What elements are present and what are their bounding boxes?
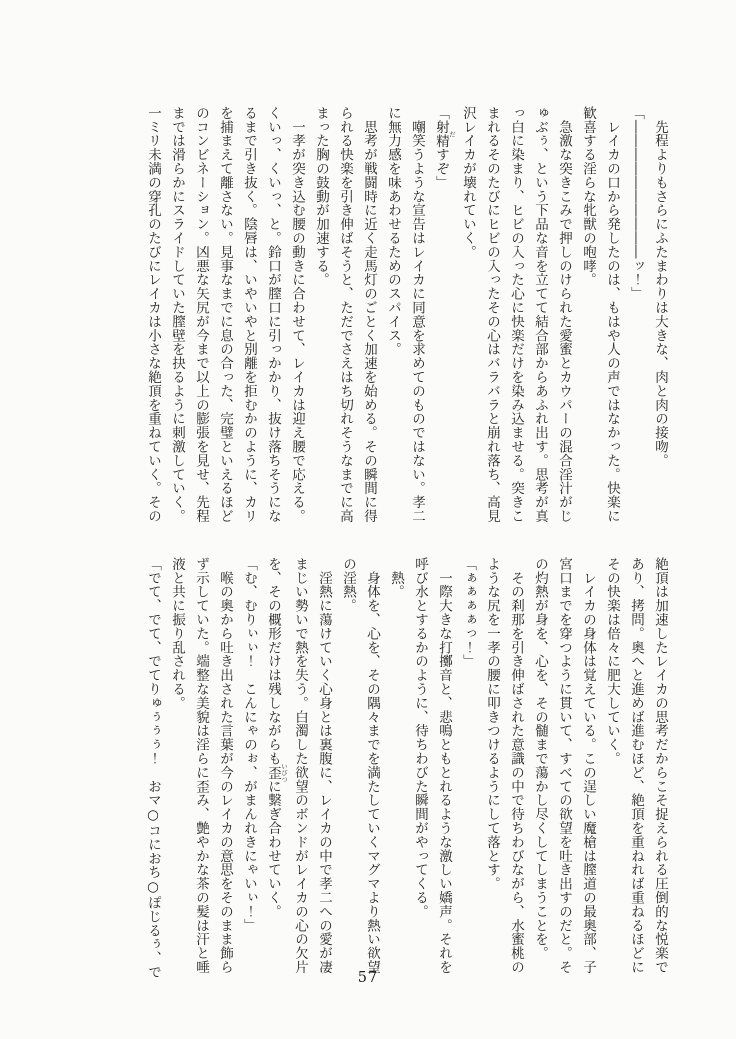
upper-text-block <box>142 106 672 526</box>
text-line: 液と共に振り乱される。 <box>169 557 185 710</box>
text-line: まじい勢いで熱を失う。白濁した欲望のボンドがレイカの心の欠片 <box>292 557 308 974</box>
text-line-with-furigana <box>261 557 288 977</box>
text-line: 一ミリ未満の穿孔のたびにレイカは小さな絶頂を重ねていく。その <box>145 106 161 523</box>
text-line: 急激な突きこみで押しのけられた愛蜜とカウパーの混合淫汁がじ <box>556 106 572 523</box>
text-line: 一孝が突き込む腰の動きに合わせて、レイカは迎え腰で応える。 <box>289 106 305 523</box>
text-line: ゅぶぅ、という下品な音を立てて結合部からあふれ出す。思考が真 <box>532 106 548 523</box>
text-line: の淫熱。 <box>340 557 356 613</box>
lower-text-block <box>142 557 672 977</box>
text-line: 沢レイカが壊れていく。 <box>460 106 476 259</box>
furigana: いびつ <box>280 762 288 783</box>
text-line: ず示していた。端整な美貌は淫らに歪み、艶やかな茶の髪は汗と唾 <box>193 557 209 974</box>
text-line-with-furigana <box>429 106 456 526</box>
text-line: あり、拷問。奥へと進めば進むほど、絶頂を重ねれば重ねるほどに <box>628 557 644 974</box>
text-line: 思考が戦闘時に近く走馬灯のごとく加速を始める。その瞬間に得 <box>361 106 377 523</box>
text-line: レイカの身体は覚えている。この逞しい魔槍は膣道の最奥部、子 <box>580 557 596 974</box>
line-segment: に繋ぎ合わせていく。 <box>265 779 281 919</box>
text-line: 一際大きな打擲音と、悲鳴ともとれるような激しい嬌声。それを <box>436 557 452 974</box>
text-line: に無力感を味あわせるためのスパイス。 <box>385 106 401 357</box>
text-line: 宮口までを穿つように貫いて、すべての欲望を吐き出すのだと。そ <box>556 557 572 974</box>
ruby-annotation <box>265 762 288 783</box>
ruby-base: 歪 <box>265 762 281 783</box>
text-line: 「――――――――――ッ！」 <box>628 106 644 301</box>
ruby-annotation <box>433 119 456 148</box>
line-segment: すぞ」 <box>433 147 449 190</box>
line-segment: 「 <box>433 106 449 120</box>
text-line: レイカの口から発したのは、もはや人の声ではなかった。快楽に <box>604 106 620 523</box>
text-line: 淫熱に蕩けていく心身とは裏腹に、レイカの中で孝二への愛が凄 <box>316 557 332 974</box>
text-line: 喉の奥から吐き出された言葉が今のレイカの意思をそのまま飾ら <box>217 557 233 974</box>
text-line: まれるそのたびにヒビの入ったその心はバラバラと崩れ落ち、高見 <box>484 106 500 523</box>
text-line: っ白に染まり、ヒビの入った心に快楽だけを染み込ませる。突きこ <box>508 106 524 523</box>
text-line: られる快楽を引き伸ばそうと、ただでさえはち切れそうなまでに高 <box>337 106 353 523</box>
text-line: 「む、むりぃぃ！ こんにゃのぉ、がまんれきにゃいぃ！」 <box>241 557 257 933</box>
text-line: の灼熱が身を、心を、その髄まで蕩かし尽くしてしまうことを。 <box>532 557 548 961</box>
text-line: 身体を、心を、その隅々までを満たしていくマグマより熱い欲望 <box>364 557 380 974</box>
ruby-base: 射精 <box>433 119 449 148</box>
line-segment: を、その概形だけは残しながらも <box>265 557 281 766</box>
text-line: 嘲笑うような宣告はレイカに同意を求めてのものではない。孝二 <box>409 106 425 523</box>
text-line: その刹那を引き伸ばされた意識の中で待ちわびながら、水蜜桃の <box>508 557 524 974</box>
text-line: るまで引き抜く。陰唇は、いやいやと別離を拒むかのように、カリ <box>241 106 257 523</box>
text-line: 先程よりもさらにふたまわりは大きな、肉と肉の接吻。 <box>652 106 668 468</box>
text-line: までは滑らかにスライドしていた膣壁を抉るように刺激していく。 <box>169 106 185 523</box>
text-line: 呼び水とするかのように、待ちわびた瞬間がやってくる。 <box>412 557 428 919</box>
text-line: のコンビネーション。凶悪な矢尻が今まで以上の膨張を見せ、先程 <box>193 106 209 523</box>
text-line: ような尻を一孝の腰に叩きつけるようにして落とす。 <box>484 557 500 891</box>
text-line: くいっ、くいっ、と。鈴口が膣口に引っかかり、抜け落ちそうにな <box>265 106 281 523</box>
text-line: その快楽は倍々に肥大していく。 <box>604 557 620 766</box>
text-line: 歓喜する淫らな牝獣の咆哮。 <box>580 106 596 287</box>
text-line: を捕まえて離さない。見事なまでに息の合った、完璧といえるほど <box>217 106 233 523</box>
furigana: だ <box>448 119 456 148</box>
text-line: 「ぁぁぁぁっ！」 <box>460 557 476 669</box>
text-line: 絶頂は加速したレイカの思考だからこそ捉えられる圧倒的な悦楽で <box>652 557 668 974</box>
text-line: 熱。 <box>388 557 404 599</box>
page-number: 57 <box>357 970 379 986</box>
text-line: まった胸の鼓動が加速する。 <box>313 106 329 287</box>
text-line: 「でて、でて、でてりゅぅぅぅ！ おマ○コにおち○ぽじるぅ、で <box>145 557 161 979</box>
